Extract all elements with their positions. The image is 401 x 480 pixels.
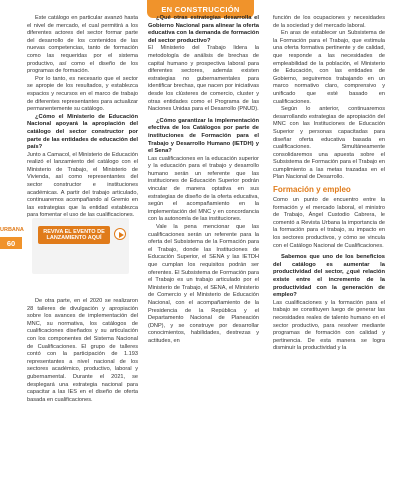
section-title: EN CONSTRUCCIÓN: [147, 0, 253, 18]
paragraph: Las cualificaciones y la formación para el trabajo se constituyen luego de generar las necesidades reales de talento humano en el sector productivo, para resolver mediante programas de formación con calidad y pertinencia. De esta manera se logra disminuir la productividad y la: [273, 299, 385, 352]
column-1: [27, 15, 138, 220]
magazine-tag-label: URBANA: [0, 227, 24, 233]
column-3: [273, 15, 385, 353]
paragraph: Este catálogo en particular avanzó hasta el nivel de mercado, el cual permitirá a los diferentes actores del sector formar parte del desarrollo de los contenidos de las nuevas competencias, tanto de formación como las requeridas por el sistema productivo, así como el diseño de los programas de formación.: [27, 15, 138, 75]
paragraph: Por lo tanto, es necesario que el sector se apropie de los resultados, y establezca espacios y recursos en el marco de trabajo de diferentes representantes para actualizar permanentemente su catálogo.: [27, 75, 138, 113]
question-heading: ¿Qué otras estrategias desarrolla el Gobierno Nacional para alinear la oferta educativa con la demanda de formación del sector productivo?: [148, 15, 259, 44]
question-heading: ¿Cómo garantizar la implementación efectiva de los Catálogos por parte de instituciones de Formación para el Trabajo y Desarrollo Humano (IETDH) y el Sena?: [148, 117, 259, 155]
paragraph: Las cualificaciones en la educación superior y la educación para el trabajo y desarrollo humano serán un referente que las instituciones de Educación Superior podrán vincular de manera optativa en sus estrategias de diseño de la oferta educativa, según el acompañamiento en la implementación del MNC y en concordancia con la autonomía de las instituciones.: [148, 155, 259, 223]
question-heading: ¿Cómo el Ministerio de Educación Nacional apoyará la apropiación del catálogo del sector constructor por parte de las entidades de educación del país?: [27, 113, 138, 151]
page-number: 60: [0, 237, 22, 249]
column-1-continued: [27, 298, 138, 404]
paragraph: En aras de establecer un Subsistema de la Formación para el Trabajo, que estimula una oferta formativa pertinente y de calidad, que responde a las necesidades de empleabilidad de la población, el Ministerio de Educación, con las entidades de Gobierno, seguiremos trabajando en un marco normativo claro, comprensivo y unificado que esté basado en cualificaciones.: [273, 30, 385, 105]
paragraph: De otra parte, en el 2020 se realizaron 28 talleres de divulgación y apropiación sobre los avances de implementación del MNC, su normativa, los catálogos de cualificaciones diseñados y su articulación con los componentes del Sistema Nacional de Cualificaciones. El grupo de talleres contó con la participación de 1.193 representantes a nivel nacional de los sectores académico, productivo, laboral y gubernamental. Durante el 2021, se desplegará una estrategia nacional para capacitar a las IES en el diseño de oferta basada en cualificaciones.: [27, 298, 138, 403]
paragraph: Vale la pena mencionar que las cualificaciones serán un referente para la oferta del Subsistema de la Formación para el Trabajo, donde las Instituciones de Educación Superior, el SENA y las IETDH que cumplan los requisitos podrán ser oferentes. El Subsistema de Formación para el Trabajo es un trabajo articulado por el Ministerio de Trabajo, el SENA, el Ministerio de Comercio y el Ministerio de Educación Nacional, con el acompañamiento de la Presidencia de la República y el Departamento Nacional de Planeación (DNP), y se construye por desarrollar conocimientos, habilidades, destrezas y actitudes, en: [148, 224, 259, 344]
section-heading: Formación y empleo: [273, 185, 351, 195]
paragraph: Según lo anterior, continuaremos desarrollando estrategias de apropiación del MNC con las Instituciones de Educación Superior y personas capacitadas para diseñar oferta educativa basada en cualificaciones. Simultáneamente consolidaremos una apuesta sobre el Subsistema de Formación para el Trabajo en cumplimiento a las metas trazadas en el Plan Nacional de Desarrollo.: [273, 106, 385, 181]
paragraph: Como un punto de encuentro entre la formación y el mercado laboral, el ministro de Trabajo, Ángel Custodio Cabrera, le comentó a Revista Urbana la importancia de la formación para el trabajo, su impacto en los sectores productivos, y cómo se vincula con el Catálogo Nacional de Cualificaciones.: [273, 197, 385, 249]
paragraph: función de los ocupaciones y necesidades de la sociedad y del mercado laboral.: [273, 15, 385, 29]
play-icon[interactable]: [114, 228, 126, 240]
magazine-tag: [0, 226, 26, 236]
question-heading: Sabemos que uno de los beneficios del catálogo es aumentar la productividad del sector, ¿qué relación existe entre el incremento de la productividad con la generación de empleo?: [273, 254, 385, 299]
replay-event-button[interactable]: REVIVA EL EVENTO DE LANZAMIENTO AQUÍ: [38, 226, 110, 244]
paragraph: Junto a Camacol, el Ministerio de Educación realizó el lanzamiento del catálogo con el Ministerio de Trabajo, el Ministerio de Vivienda, así como representantes del sector constructor e instituciones académicas. A partir del trabajo articulado, continuaremos acompañando al Gremio en las estrategias que la entidad establezca para fomentar el uso de las cualificaciones.: [27, 151, 138, 219]
video-callout: [32, 218, 129, 274]
column-2: [148, 15, 259, 346]
paragraph: El Ministerio del Trabajo lidera la metodología de análisis de brechas de capital humano y prospectiva laboral para diferentes sectores, además existen estrategias no gubernamentales para identificar brechas, que nacen por iniciativas desde los clústeres de comercio, cluster y otras entidades como el Programa de las Naciones Unidas para el Desarrollo (PNUD).: [148, 45, 259, 113]
